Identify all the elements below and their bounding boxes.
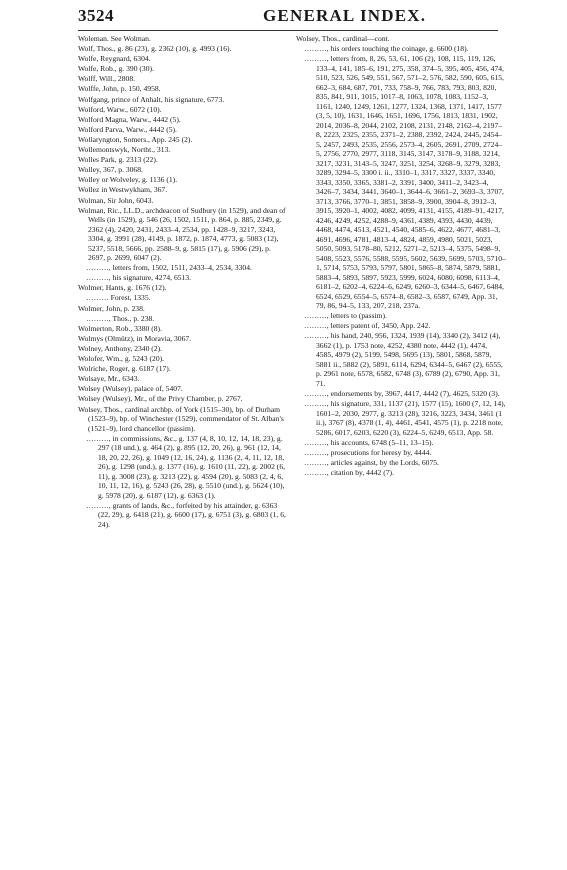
index-entry: Wolfgang, prince of Anhalt, his signature, 6773.	[78, 94, 225, 104]
index-entry: ………, in commissions, &c., g. 137 (4, 8, 10, 12, 14, 18, 23), g. 297 (18 und.), g. 464 (2), g. 895 (12, 20, 26), g. 961 (12, 14, 18, 20, 22, 26), g. 1049 (12, 16, 24), g. 1136 (2, 4, 11, 12, 18, 26), g. 1298 (und.), g. 1377 (16), g. 1610 (11, 22), g. 2002 (6, 11), g. 3008 (23), g. 3213 (22), g. 4594 (20), g. 5083 (2, 4, 6, 10, 11, 12, 16), g. 5243 (26, 28), g. 5510 (und.), g. 5624 (10), g. 5978 (20), g. 6187 (12), g. 6363 (1).	[86, 433, 286, 500]
index-entry: Wolsey, Thos., cardinal archbp. of York (1515–30), bp. of Durham (1523–9), bp. of Winchester (1529), commendator of St. Alban's (1521–9), lord chancellor (passim).	[78, 404, 284, 433]
right-column	[296, 34, 506, 478]
index-entry: Wolsey (Wulsey), palace of, 5407.	[78, 384, 183, 394]
index-entry: Wolriche, Roger, g. 6187 (17).	[78, 364, 171, 374]
index-entry: ………, his signature, 331, 1137 (21), 1577 (15), 1600 (7, 12, 14), 1601–2, 2030, 2977, g. 3213 (28), 3216, 3223, 3434, 3461 (1 ii.), 3767 (8), 4378 (1, 4), 4461, 4541, 4575 (1), p. 2218 note, 5286, 6017, 6203, 6220 (3), 6224–5, 6249, 6513, App. 58.	[304, 399, 506, 437]
index-entry: Wolofer, Wm., g. 5243 (20).	[78, 354, 165, 364]
index-entry: Wollez in Westwykham, 367.	[78, 185, 168, 195]
index-entry: Wolsey (Wulsey), Mr., of the Privy Chamber, p. 2767.	[78, 394, 243, 404]
index-entry: ………, letters from, 1502, 1511, 2433–4, 2534, 3304.	[86, 263, 252, 273]
index-entry: Wolmer, Hants, g. 1676 (12).	[78, 283, 167, 293]
index-entry: ………, grants of lands, &c., forfeited by his attainder, g. 6363 (22, 29), g. 6418 (21), g. 6600 (17), g. 6751 (3), g. 6803 (1, 6, 24).	[86, 500, 286, 529]
index-entry: Wolman, Ric., LL.D., archdeacon of Sudbury (in 1529), and dean of Wells (in 1529), g. 546 (26, 1502, 1511, p. 864, p. 885, 2349, g. 2362 (4), 2420, 2431, 2433–4, 2534, pp. 1428–9, 3217, 3243, 3304, g. 3991 (28), 4149, p. 1872, p. 1874, 4773, g. 5083 (12), 5237, 5518, 5666, pp. 2588–9, g. 5815 (17), g. 5906 (29), p. 2697, p. 2699, 6047 (2).	[78, 205, 286, 263]
index-entry: Wolney, Anthony, 2340 (2).	[78, 343, 163, 353]
left-column	[78, 34, 288, 530]
index-entry: ………, his hand, 240, 956, 1324, 1939 (14), 3340 (2), 3412 (4), 3662 (1), p. 1753 note, 4252, 4380 note, 4442 (1), 4474, 4585, 4979 (2), 5199, 5498, 5695 (13), 5801, 5868, 5879, 5881 ii., 5882 (2), 5891, 6114, 6294, 6344–5, 6467 (2), 6555, p. 2961 note, 6578, 6582, 6748 (3), 6789 (2), 6790, App. 31, 71.	[304, 331, 503, 388]
index-entry: Wollemontswyk, Northt., 313.	[78, 145, 171, 155]
index-entry: ………, articles against, by the Lords, 6075.	[304, 457, 439, 467]
index-entry: Wolf, Thos., g. 86 (23), g. 2362 (10), g. 4993 (16).	[78, 44, 232, 54]
index-entry: ………, his accounts, 6748 (5–11, 13–15).	[304, 437, 434, 447]
index-entry: Wolmerton, Rob., 3380 (8).	[78, 323, 162, 333]
index-entry: ………, endorsements by, 3967, 4417, 4442 (7), 4625, 5320 (3).	[304, 389, 500, 399]
index-entry: ……… Forest, 1335.	[86, 293, 151, 303]
index-entry: Wolford Parva, Warw., 4442 (5).	[78, 124, 177, 134]
index-entry: ………, his orders touching the coinage, g. 6600 (18).	[304, 44, 469, 54]
page-number: 3524	[78, 6, 114, 25]
index-entry: Wollaryngton, Somers., App. 245 (2).	[78, 134, 193, 144]
index-entry: ………, letters from, 8, 26, 53, 61, 106 (2), 108, 115, 119, 126, 133–4, 141, 185–6, 191, 275, 358, 374–5, 395, 405, 456, 474, 510, 523, 526, 549, 551, 567, 571–2, 576, 582, 590, 605, 615, 662–3, 684, 687, 701, 733, 758–9, 766, 783, 793, 803, 820, 835, 841, 911, 1015, 1017–8, 1063, 1078, 1083, 1152–3, 1161, 1240, 1249, 1261, 1277, 1324, 1368, 1371, 1417, 1577 (3, 5, 10), 1631, 1646, 1651, 1696, 1756, 1813, 1831, 1902, 2014, 2036–8, 2044, 2102, 2108, 2131, 2148, 2162–4, 2197–8, 2223, 2325, 2355, 2371–2, 2388, 2392, 2424, 2445, 2454–5, 2457, 2493, 2535, 2556, 2573–4, 2605, 2691, 2709, 2724–5, 2756, 2770, 2977, 3118, 3145, 3147, 3178–9, 3188, 3214, 3217, 3231, 3143–5, 3247, 3251, 3254, 3268–9, 3279, 3283, 3289, 3294–5, 3300 i. ii., 3310–1, 3317, 3327, 3337, 3340, 3343, 3350, 3365, 3381–2, 3391, 3400, 3411–2, 3423–4, 3426–7, 3434, 3441, 3640–1, 3644–6, 3661–2, 3693–3, 3707, 3713, 3766, 3770–1, 3851, 3858–9, 3900, 3904–8, 3912–3, 3915, 3920–1, 4002, 4082, 4099, 4131, 4155, 4189–91, 4217, 4246, 4249, 4252, 4288–9, 4361, 4389, 4393, 4430, 4439, 4468, 4474, 4513, 4521, 4540, 4585–6, 4622, 4677, 4681–3, 4691, 4696, 4781, 4813–4, 4824, 4859, 4980, 5021, 5023, 5050, 5093, 5178–80, 5212, 5271–2, 5213–4, 5375, 5498–9, 5408, 5523, 5576, 5588, 5595, 5602, 5639, 5699, 5703, 5710–1, 5714, 5753, 5793, 5797, 5801, 5865–8, 5874, 5879, 5881, 5883–4, 5893, 5897, 5923, 5999, 6024, 6080, 6098, 6113–4, 6181–2, 6202–4, 6224–6, 6249, 6260–3, 6344–5, 6467, 6484, 6524, 6529, 6554–5, 6574–8, 6582–3, 6587, 6749, App. 31, 79, 86, 94–5, 133, 207, 218, 237a.	[304, 54, 506, 311]
header-rule	[78, 30, 498, 31]
index-entry: Wolfe, Reygnard, 6304.	[78, 54, 151, 64]
index-entry: ………, prosecutions for heresy by, 4444.	[304, 447, 432, 457]
index-entry: Wolley or Wolveley, g. 1136 (1).	[78, 175, 178, 185]
index-entry: Wolley, 367, p. 3068.	[78, 165, 143, 175]
index-entry: ………, citation by, 4442 (7).	[304, 468, 394, 478]
index-entry: Wolmys (Olmütz), in Moravia, 3067.	[78, 333, 192, 343]
index-entry: ………, letters to (passim).	[304, 311, 387, 321]
index-entry: ………, Thos., p. 238.	[86, 313, 155, 323]
page-header	[78, 4, 498, 30]
index-entry: Wolff, Will., 2808.	[78, 74, 136, 84]
index-entry: ………, his signature, 4274, 6513.	[86, 273, 192, 283]
index-entry: Wolford Magna, Warw., 4442 (5).	[78, 114, 181, 124]
index-entry: Wolman, Sir John, 6043.	[78, 195, 154, 205]
index-entry: Wolmer, John, p. 238.	[78, 303, 145, 313]
index-entry: Wolsaye, Mr., 6343.	[78, 374, 140, 384]
index-entry: ………, letters patent of, 3450, App. 242.	[304, 321, 431, 331]
index-entry: Wolford, Warw., 6072 (10).	[78, 104, 162, 114]
page-title: GENERAL INDEX.	[263, 6, 427, 25]
index-entry: Wolles Park, g. 2313 (22).	[78, 155, 158, 165]
index-entry: Wolfe, Rob., g. 390 (30).	[78, 64, 154, 74]
index-entry: Woleman. See Wolman.	[78, 34, 151, 43]
index-entry: Wolffe, John, p. 150, 4958.	[78, 84, 161, 94]
index-entry: Wolsey, Thos., cardinal—cont.	[296, 34, 390, 43]
